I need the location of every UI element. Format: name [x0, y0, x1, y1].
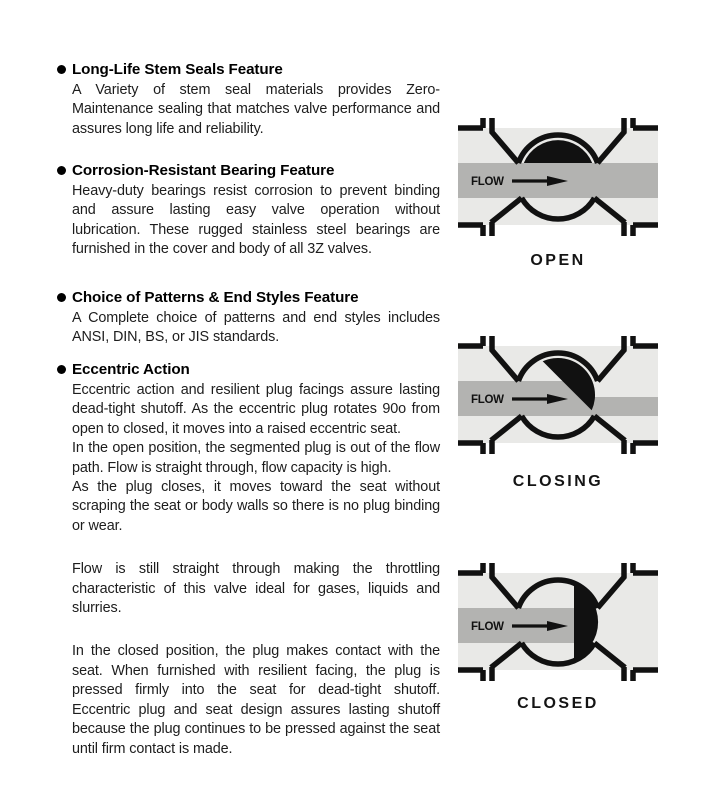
flow-label: FLOW [471, 176, 504, 188]
valve-closing-drawing [458, 333, 658, 457]
paragraph: Heavy-duty bearings resist corrosion to prevent binding and assure lasting easy valve operation without lubrication. These rugged stainless steel bearings are furnished in the cover and body of all 3Z valves. [72, 183, 440, 258]
section-heading [57, 289, 440, 306]
flow-channel-restriction [590, 380, 658, 397]
section-heading-text: Corrosion-Resistant Bearing Feature [72, 162, 335, 179]
valve-open-drawing [458, 115, 658, 239]
valve-diagram-closed [458, 560, 658, 684]
section-body [57, 309, 440, 348]
paragraph: A Variety of stem seal materials provides Zero-Maintenance sealing that matches valve performance and assures long life and reliability. [72, 82, 440, 137]
section-body [57, 381, 440, 759]
valve-state-label-open: OPEN [530, 252, 586, 269]
flow-label: FLOW [471, 394, 504, 406]
section-heading [57, 61, 440, 78]
bullet-icon [57, 365, 66, 374]
section-heading [57, 162, 440, 179]
paragraph: Flow is still straight through making the throttling characteristic of this valve ideal for gases, liquids and slurries. [72, 561, 440, 617]
paragraph: Eccentric action and resilient plug facings assure lasting dead-tight shutoff. As the eccentric plug rotates 90o from open to closed, it moves into a raised eccentric seat. [72, 382, 440, 437]
paragraph: In the closed position, the plug makes contact with the seat. When furnished with resilient facing, the plug is pressed firmly into the seat for dead-tight shutoff. Eccentric plug and seat design assures lasting shutoff because the plug continues to be pressed against the seat until firm contact is made. [72, 643, 440, 757]
flow-label: FLOW [471, 621, 504, 633]
valve-diagram-open [458, 115, 658, 239]
valve-state-label-closed: CLOSED [517, 695, 599, 712]
section-heading-text: Eccentric Action [72, 361, 190, 378]
bullet-icon [57, 65, 66, 74]
section-bearings [57, 162, 440, 260]
bullet-icon [57, 166, 66, 175]
section-heading-text: Choice of Patterns & End Styles Feature [72, 289, 359, 306]
bullet-icon [57, 293, 66, 302]
section-heading-text: Long-Life Stem Seals Feature [72, 61, 283, 78]
paragraph: As the plug closes, it moves toward the seat without scraping the seat or body walls so there is no plug binding or wear. [72, 479, 440, 534]
valve-diagram-closing [458, 333, 658, 457]
valve-closed-drawing [458, 560, 658, 684]
section-body [57, 81, 440, 139]
paragraph: In the open position, the segmented plug is out of the flow path. Flow is straight through, flow capacity is high. [72, 440, 440, 476]
section-eccentric-action [57, 361, 440, 759]
valve-state-label-closing: CLOSING [512, 473, 604, 490]
section-stem-seals [57, 61, 440, 139]
section-patterns [57, 289, 440, 348]
paragraph: A Complete choice of patterns and end styles includes ANSI, DIN, BS, or JIS standards. [72, 310, 440, 346]
section-body [57, 182, 440, 260]
section-heading [57, 361, 440, 378]
